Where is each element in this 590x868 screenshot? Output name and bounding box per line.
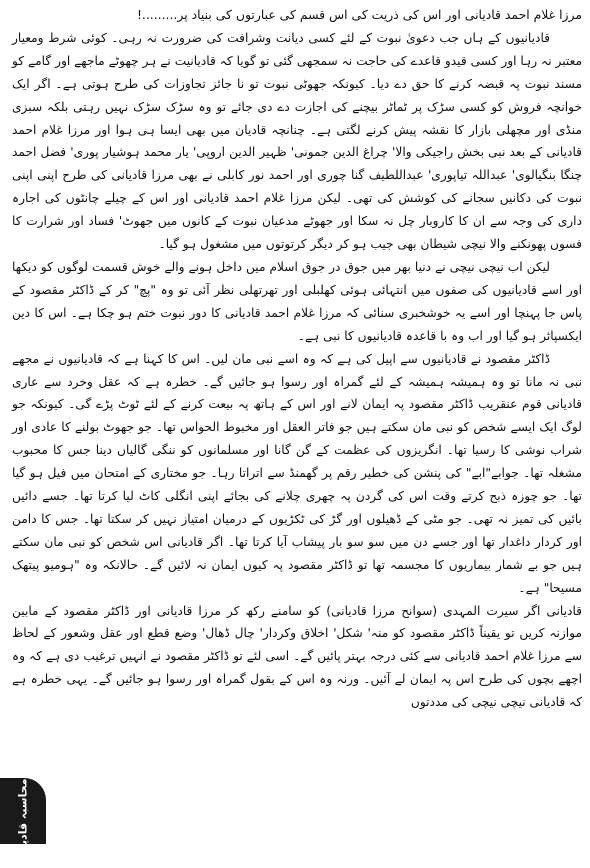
opening-line: مرزا غلام احمد قادیانی اور اس کی ذریت کی اس قسم کی عبارتوں کی بنیاد پر.........! xyxy=(136,7,582,22)
page-number-label: ۲۹۸ محاسبہ قادیانیت xyxy=(16,754,30,868)
paragraph-3: ڈاکٹر مقصود نے قادیانیوں سے اپیل کی ہے کہ وہ اسے نبی مان لیں۔ اس کا کہنا ہے کہ قادیانیوں نے مجھے نبی نہ مانا تو وہ ہمیشہ ہمیشہ کے لئے گمراہ اور رسوا ہو جائیں گے۔ خطرہ ہے کہ عقل وخرد سے عاری قادیانی قوم عنقریب ڈاکٹر مقصود پہ ایمان لانے اور اس کے ہاتھ پہ بیعت کرنے کے لئے ٹوٹ پڑے گی۔ کیونکہ جو لوگ ایک ایسے شخص کو نبی مان سکتے ہیں جو فاتر العقل اور مخبوط الحواس تھا۔ جو جھوٹ بولنے کا عادی اور شراب نوشی کا رسیا تھا۔ انگریزوں کی عظمت کے گن گانا اور مسلمانوں کو ننگی گالیاں دینا جس کا محبوب مشغلہ تھا۔ جوابے"ابے" کی پنشن کی خطیر رقم پر گھمنڈ سے اتراتا رہا۔ جو مختاری کے امتحان میں فیل ہو گیا تھا۔ جو چوزہ ذبح کرتے وقت اس کی گردن پہ چھری چلانے کی بجائے اپنی انگلی کاٹ لیا کرتا تھا۔ جسے دائیں بائیں کی تمیز نہ تھی۔ جو مٹی کے ڈھیلوں اور گڑ کی ٹکڑیوں کے درمیان امتیاز نہیں کر سکتا تھا۔ جس کا دامن اور کردار داغدار تھا اور جسے دن میں سو سو بار پیشاب آیا کرتا تھا۔ اگر قادیانی اس شخص کو نبی مان سکتے ہیں جو بے شمار بیماریوں کا مجسمہ تھا تو ڈاکٹر مقصود پہ کیوں ایمان نہ لائیں گے۔ حالانکہ وہ "ہومیو پیتھک مسیحا" ہے۔ xyxy=(12,351,582,595)
paragraph-1: قادیانیوں کے ہاں جب دعویٰ نبوت کے لئے کسی دیانت وشرافت کی ضرورت نہ رہی۔ کوئی شرط ومعیار معتبر نہ رہا اور کسی قیدو قاعدے کی حاجت نہ سمجھی گئی تو گویا کہ قادیانیت نے ہر چھوٹے ماجھے اور گامے کو مسند نبوت پہ قبضہ کرنے کا حق دے دیا۔ کیونکہ جھوٹی نبوت تو نا جائز تجاوزات کی طرح ہوتی ہے۔ اگر ایک خوانچہ فروش کو کسی سڑک پر ٹماٹر بیچنے کی اجازت دے دی جائے تو وہ سڑک سڑک نہیں رہتی بلکہ سبزی منڈی اور مچھلی بازار کا نقشہ پیش کرنے لگتی ہے۔ چنانچہ قادیان میں بھی ایسا ہی ہوا اور مرزا غلام احمد قادیانی کے بعد نبی بخش راجیکی والا' چراغ الدین جمونی' ظہیر الدین اروپی' یار محمد ہوشیار پوری' فضل احمد چنگا بنگیالوی' عبداللہ تیاپوری' عبداللطیف گنا چوری اور احمد نور کابلی نے بھی مرزا قادیانی کی طرح اپنی اپنی نبوت کی دکانیں سجانے کی کوشش کی تھی۔ لیکن مرزا غلام احمد قادیانی اور اس کے چیلے چانٹوں کی اجارہ داری کی وجہ سے ان کا کاروبار چل نہ سکا اور جھوٹے مدعیان نبوت کے کانوں میں جھوٹ' فساد اور شرارت کا فسوں پھونکنے والا نیچی شیطان بھی جیب ہو کر دیگر کرتوتوں میں مشغول ہو گیا۔ xyxy=(12,30,582,252)
page-number-stamp xyxy=(0,754,46,868)
paragraph-4: قادیانی اگر سیرت المہدی (سوانح مرزا قادیانی) کو سامنے رکھ کر مرزا قادیانی اور ڈاکٹر مقصود کے مابین موازنہ کریں تو یقیناً ڈاکٹر مقصود کو منہ' شکل' اخلاق وکردار' چال ڈھال' وضع قطع اور عقل وشعور کے لحاظ سے مرزا غلام احمد قادیانی سے کئی درجہ بہتر پائیں گے۔ اسی لئے تو ڈاکٹر مقصود نے انہیں ترغیب دی ہے کہ وہ اچھے بچوں کی طرح اس پہ ایمان لے آئیں۔ ورنہ وہ اس کے بقول گمراہ اور رسوا ہو جائیں گے۔ یہی خطرہ ہے کہ قادیانی نیچی نیچی کی مددتوں xyxy=(12,603,582,710)
paragraph-2: لیکن اب نیچی نیچی نے دنیا بھر میں جوق در جوق اسلام میں داخل ہونے والے خوش قسمت لوگوں کو دیکھا اور اسے قادیانیوں کی صفوں میں انتہائی ہوئی کھلبلی اور تھرتھلی نظر آئی تو وہ "پچ" کر کے ڈاکٹر مقصود کے پاس جا پہنچا اور اسے یہ خوشخبری سنائی کہ مرزا غلام احمد قادیانی کا دور نبوت ختم ہو چکا ہے۔ اس کا دین ایکسپائر ہو گیا اور اب وہ با قاعدہ قادیانیوں کا نبی ہے۔ xyxy=(12,259,582,343)
body-text xyxy=(12,4,582,844)
